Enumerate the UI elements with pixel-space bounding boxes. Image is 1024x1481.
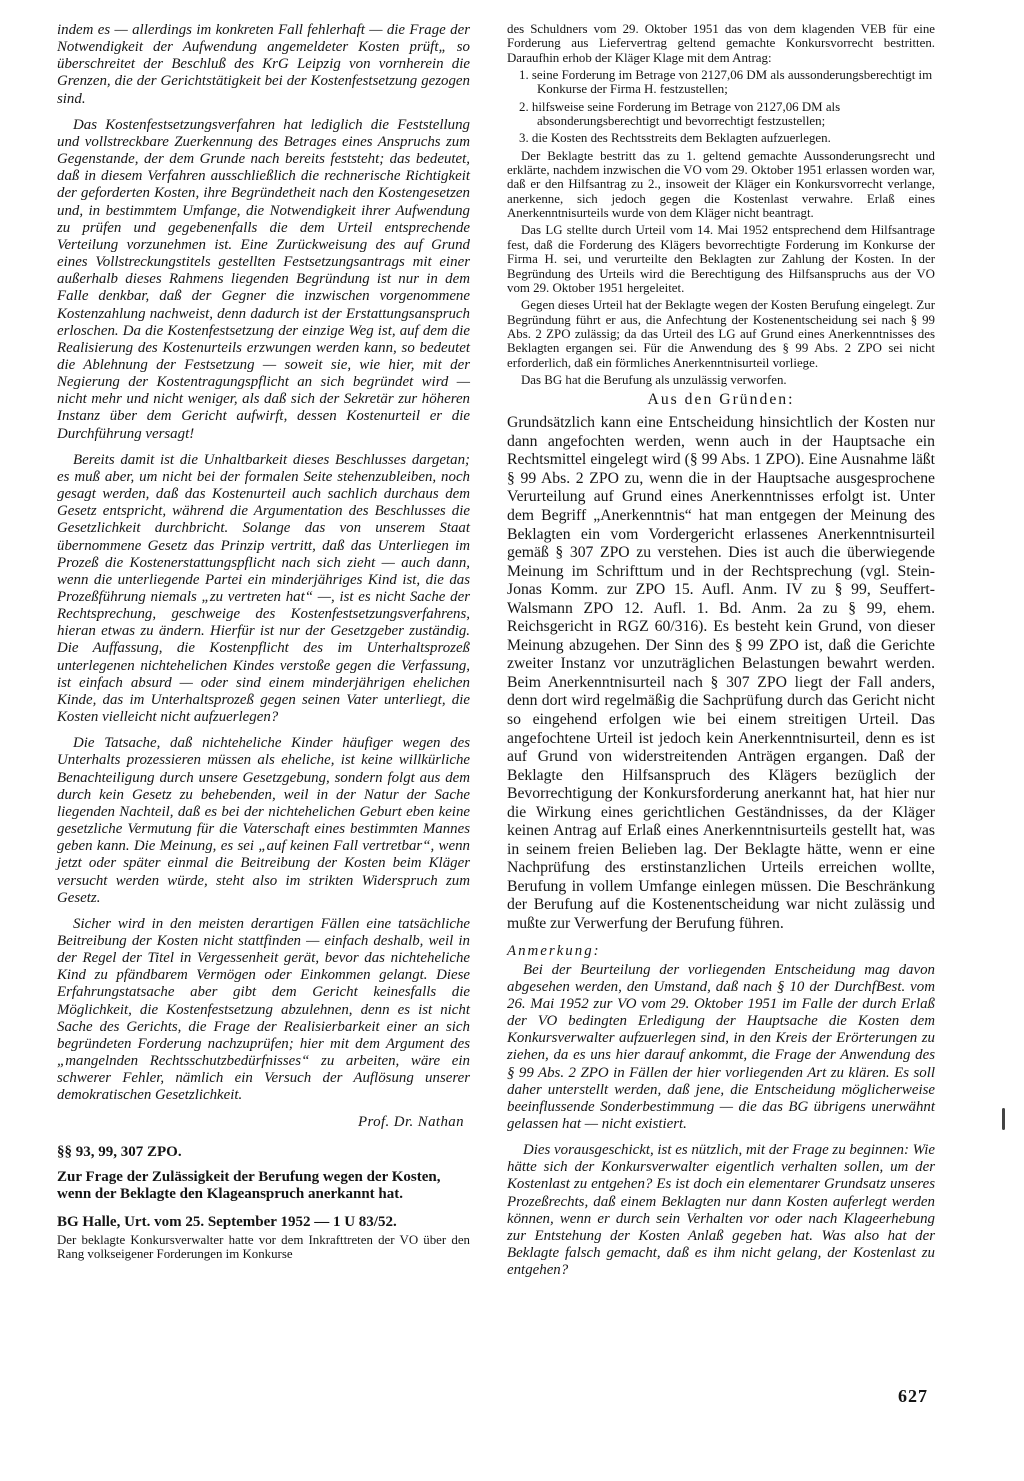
- commentary-paragraph: indem es — allerdings im konkreten Fall fehlerhaft — die Frage der Notwendigkeit der Aufwendung angemeldeter Kosten prüft„ so überschreitet der Beschluß des KrG Leipzig von vornherein die Grenzen, die der Gerichtstätigkeit bei der Kostenfestsetzung gezogen sind.: [57, 22, 470, 107]
- case-intro: Der beklagte Konkursverwalter hatte vor dem Inkrafttreten der VO über den Rang volkseigener Forderungen im Konkurse: [57, 1232, 470, 1261]
- page-number: 627: [898, 1386, 928, 1406]
- note-paragraph: Dies vorausgeschickt, ist es nützlich, mit der Frage zu beginnen: Wie hätte sich der Konkursverwalter eigentlich verhalten sollen, um der Kostenlast zu entgehen? Es ist doch ein elementarer Grundsatz unseres Prozeßrechts, daß einem Beklagten nur dann Kosten auferlegt werden können, wenn er durch sein Verhalten vor oder nach Klageerhebung zur Entstehung der Kosten Anlaß gegeben hat. Was also hat der Beklagte falsch gemacht, daß es ihm nicht gelang, der Kostenlast zu entgehen?: [507, 1142, 935, 1279]
- headnote: Zur Frage der Zulässigkeit der Berufung wegen der Kosten, wenn der Beklagte den Klageanspruch anerkannt hat.: [57, 1168, 441, 1203]
- commentary-paragraph: Bereits damit ist die Unhaltbarkeit dieses Beschlusses dargetan; es muß aber, um nicht bei der formalen Seite stehenzubleiben, noch gesagt werden, daß das Kostenurteil auch sachlich durchaus dem Gesetz entspricht, während die Argumentation des Beschlusses die Gesetzlichkeit durchbricht. Solange das von unserem Staat übernommene Gesetz das Prinzip vertritt, daß das Unterliegen im Prozeß die Kostenerstattungspflicht nach sich zieht — auch dann, wenn die unterliegende Partei ein minderjähriges Kind ist, die das Prozeßführung niemals „zu vertreten hat“ —, ist es nicht Sache der Rechtsprechung, geschweige des Kostenfestsetzungsverfahrens, hieran etwas zu ändern. Hierfür ist nur der Gesetzgeber zuständig. Die Auffassung, die Kostenpflicht des im Unterhaltsprozeß unterlegenen nichtehelichen Kindes verstoße gegen die Verfassung, ist einfach absurd — oder sind einem minderjährigen ehelichen Kinde, das im Unterhaltsprozeß gegen seinen Vater unterliegt, die Kosten vielleicht nicht aufzuerlegen?: [57, 451, 470, 726]
- facts-paragraph: Der Beklagte bestritt das zu 1. geltend gemachte Aussonderungsrecht und erklärte, nachdem inzwischen die VO vom 29. Oktober 1951 erlassen worden war, daß er den Hilfsantrag zu 2., insoweit der Kläger ein Konkursvorrecht verlange, anerkenne, sich jedoch gegen die Kostenlast verwahre. Erlaß eines Anerkenntnisurteils wurde von dem Kläger nicht beantragt.: [507, 148, 935, 221]
- right-column: [507, 22, 935, 1288]
- claim-item: 3. die Kosten des Rechtsstreits dem Beklagten aufzuerlegen.: [519, 131, 831, 146]
- note-paragraph: Bei der Beurteilung der vorliegenden Entscheidung mag davon abgesehen werden, den Umstand, daß nach § 10 der DurchfBest. vom 26. Mai 1952 zur VO vom 29. Oktober 1951 im Falle der durch Erlaß der VO bedingten Erledigung der Hauptsache die Kosten dem Konkursverwalter aufzuerlegen sind, in den Kreis der Erörterungen zu ziehen, da es uns hier darauf ankommt, die Frage der Anwendung des § 99 Abs. 2 ZPO in Fällen der hier vorliegenden Art zu klären. Es soll daher unterstellt werden, daß jene, die Entscheidung möglicherweise beeinflussende Sonderbestimmung — die das BG übrigens unerwähnt gelassen hat — nicht existiert.: [507, 961, 935, 1132]
- facts-paragraph: Das BG hat die Berufung als unzulässig verworfen.: [521, 372, 787, 387]
- left-column: [57, 22, 470, 1264]
- grounds-heading: Aus den Gründen:: [647, 391, 795, 409]
- court-citation: BG Halle, Urt. vom 25. September 1952 — 1 U 83/52.: [57, 1213, 397, 1230]
- grounds-paragraph: Grundsätzlich kann eine Entscheidung hinsichtlich der Kosten nur dann angefochten werden, wenn auch in der Hauptsache ein Rechtsmittel eingelegt wird (§ 99 Abs. 1 ZPO). Eine Ausnahme läßt § 99 Abs. 2 ZPO zu, wenn die in der Hauptsache ausgesprochene Verurteilung auf Grund eines Anerkenntnisses erfolgt ist. Unter dem Begriff „Anerkenntnis“ hat man entgegen der Meinung des Beklagten ein vom Vordergericht erlassenes Anerkenntnisurteil gemäß § 307 ZPO zu verstehen. Dies ist auch die überwiegende Meinung im Schrifttum und in der Rechtsprechung (vgl. Stein-Jonas Komm. zur ZPO 15. Aufl. Anm. IV zu § 99, Seuffert-Walsmann ZPO 12. Aufl. 1. Bd. Anm. 2a zu § 99, ehem. Reichsgericht in RGZ 60/316). Es besteht kein Grund, von dieser Meinung abzugehen. Der Sinn des § 99 ZPO ist, daß die Gerichte zweiter Instanz vor unzuträglichen Belastungen bewahrt werden. Beim Anerkenntnisurteil nach § 307 ZPO liegt der Fall anders, denn dort wird regelmäßig die Sachprüfung durch das Gericht nicht so eingehend erfolgen wie bei einem streitigen Urteil. Das angefochtene Urteil ist jedoch kein Anerkenntnisurteil, denn es ist auf Grund von widerstreitenden Anträgen ergangen. Daß der Beklagte den Hilfsanspruch des Klägers bezüglich der Bevorrechtigung der Konkursforderung anerkannt hat, hat hier nur die Wirkung eines gerichtlichen Geständnisses, da der Kläger keinen Antrag auf Erlaß eines Anerkenntnisurteils gestellt hat, was in seinem freien Belieben lag. Der Beklagte hätte, wenn er eine Nachprüfung des erstinstanzlichen Urteils erreichen wollte, Berufung in vollem Umfange einlegen müssen. Die Beschränkung der Berufung auf die Kostenentscheidung war nicht zulässig und mußte zur Verwerfung der Berufung führen.: [507, 414, 935, 933]
- author-signature: Prof. Dr. Nathan: [358, 1113, 464, 1130]
- margin-mark: [1002, 1108, 1005, 1130]
- facts-paragraph: Das LG stellte durch Urteil vom 14. Mai 1952 entsprechend dem Hilfsantrage fest, daß die Forderung des Klägers bevorrechtigte Forderung im Konkurse der Firma H. sei, und verurteilte den Beklagten zur Zahlung der Kosten. In der Begründung des Urteils wird die Berechtigung des Hilfsanspruchs aus der VO vom 29. Oktober 1951 hergeleitet.: [507, 223, 935, 295]
- case-intro-continued: des Schuldners vom 29. Oktober 1951 das von dem klagenden VEB für eine Forderung aus Liefervertrag geltend gemachte Konkursvorrecht bestritten. Daraufhin erhob der Kläger Klage mit dem Antrag:: [507, 22, 935, 65]
- commentary-paragraph: Sicher wird in den meisten derartigen Fällen eine tatsächliche Beitreibung der Kosten nicht stattfinden — einfach deshalb, weil in der Regel der Titel in Vergessenheit gerät, bevor das nichteheliche Kind zu pfändbarem Vermögen oder Einkommen gelangt. Diese Erfahrungstatsache aber gibt dem Gericht keinesfalls die Möglichkeit, die Kostenfestsetzung abzulehnen, denn es ist nicht Sache des Gerichts, die Frage der Realisierbarkeit einer an sich begründeten Forderung nachzuprüfen; hier mit dem Argument des „mangelnden Rechtsschutzbedürfnisses“ zu arbeiten, wäre ein schwerer Fehler, nämlich ein Versuch der Auflösung unserer demokratischen Gesetzlichkeit.: [57, 915, 470, 1104]
- commentary-paragraph: Das Kostenfestsetzungsverfahren hat lediglich die Feststellung und vollstreckbare Zuerkennung des Betrages eines Anspruchs zum Gegenstande, der dem Grunde nach bereits feststeht; das bedeutet, daß in diesem Verfahren ausschließlich die rechnerische Richtigkeit der geforderten Kosten, ihre Begründetheit nach den Kostengesetzen und, in bestimmtem Umfange, die Notwendigkeit ihrer Aufwendung zu prüfen und gegebenenfalls die dem Urteil entsprechende Verteilung vorzunehmen ist. Eine Zurückweisung des auf Grund eines Vollstreckungstitels gestellten Festsetzungsantrags mit einer außerhalb dieses Rahmens liegenden Begründung ist nur in dem Falle denkbar, daß der Gegner die inzwischen vorgenommene Kostenzahlung nachweist, denn dadurch ist der Erstattungsanspruch erloschen. Da die Kostenfestsetzung der einzige Weg ist, auf dem die Realisierung des Kostenurteils erzwungen werden kann, so bedeutet die Ablehnung der Festsetzung — soweit sie, wie hier, mit der Negierung der Kostentragungspflicht an sich begründet wird — nicht mehr und nicht weniger, als daß sich der Sekretär zur höheren Instanz über dem Gericht aufwirft, dessen Kostenurteil er die Durchführung versagt!: [57, 116, 470, 442]
- facts-paragraph: Gegen dieses Urteil hat der Beklagte wegen der Kosten Berufung eingelegt. Zur Begründung führt er aus, die Anfechtung der Kostenentscheidung sei nach § 99 Abs. 2 ZPO zulässig; da das Urteil des LG auf Grund eines Anerkenntnisses des Beklagten ergangen sei. Für die Anwendung des § 99 Abs. 2 ZPO sei nicht erforderlich, daß ein förmliches Anerkenntnisurteil vorliege.: [507, 298, 935, 370]
- norm-citation: §§ 93, 99, 307 ZPO.: [57, 1143, 182, 1160]
- claim-item: 2. hilfsweise seine Forderung im Betrage von 2127,06 DM als absonderungsberechtigt und bevorrechtigt festzustellen;: [519, 99, 841, 129]
- note-heading: Anmerkung:: [507, 942, 601, 959]
- commentary-paragraph: Die Tatsache, daß nichteheliche Kinder häufiger wegen des Unterhalts prozessieren müssen als eheliche, ist keine willkürliche Benachteiligung durch unsere Gesetzgebung, sondern folgt aus dem durch kein Gesetz zu behebenden, weil in der Natur der Sache liegenden Nachteil, daß es bei der nichtehelichen Geburt eben keine gesetzliche Vermutung für die Vaterschaft eines bestimmten Mannes geben kann. Die Meinung, es sei „auf keinen Fall vertretbar“, wenn jetzt oder später einmal die Beitreibung der Kosten beim Kläger versucht werden würde, steht also im strikten Widerspruch zum Gesetz.: [57, 735, 470, 906]
- claim-item: 1. seine Forderung im Betrage von 2127,06 DM als aussonderungsberechtigt im Konkurse der Firma H. festzustellen;: [519, 68, 933, 97]
